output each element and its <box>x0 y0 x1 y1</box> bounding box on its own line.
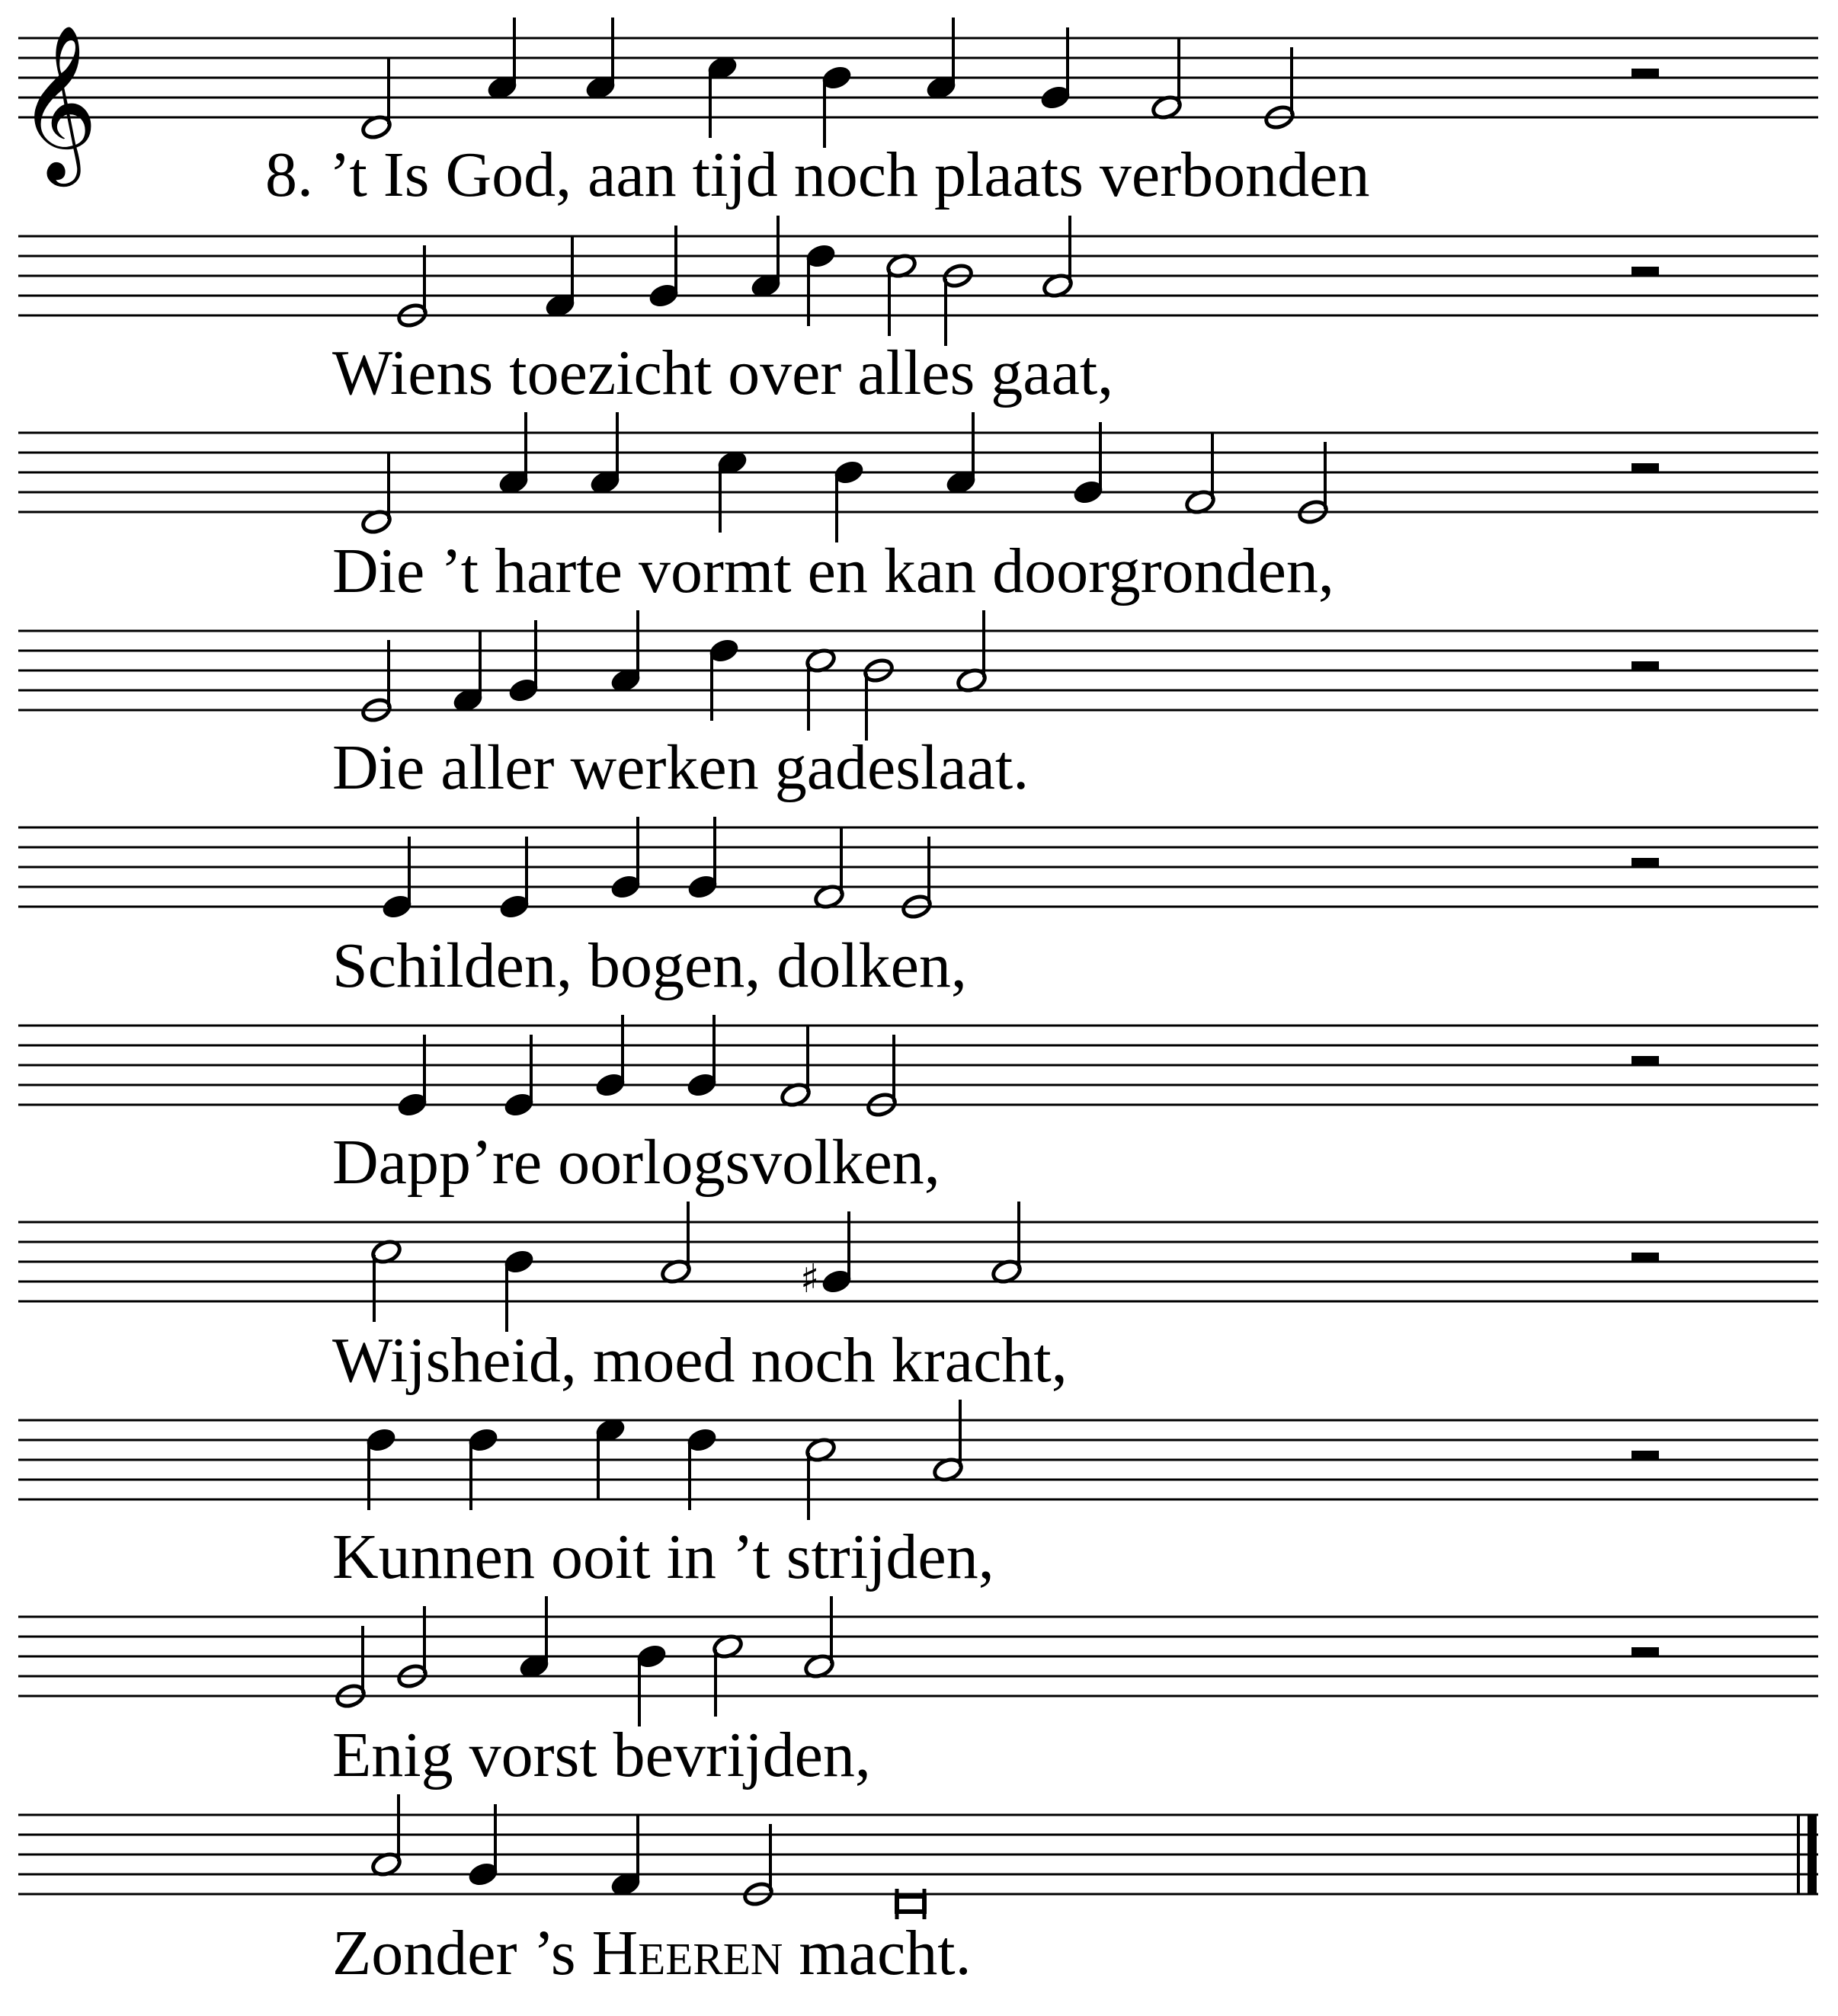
lyric-line-6 <box>332 1127 940 1198</box>
lyric-text: macht. <box>783 1918 972 1989</box>
half-rest <box>1631 1253 1659 1262</box>
half-rest <box>1631 1647 1659 1656</box>
staff-7 <box>18 1222 1818 1301</box>
lyric-line-8 <box>332 1522 994 1592</box>
staff-9 <box>18 1617 1818 1696</box>
barline-thick <box>1808 1815 1817 1894</box>
lyric-text: Zonder ’s <box>332 1918 592 1989</box>
half-rest <box>1631 1451 1659 1460</box>
lyric-line-3 <box>332 536 1334 606</box>
lyric-line-5 <box>332 930 967 1001</box>
lyric-text: Kunnen ooit in ’t strijden, <box>332 1522 994 1592</box>
half-rest <box>1631 858 1659 867</box>
staff-8 <box>18 1420 1818 1499</box>
staff-2 <box>18 236 1818 315</box>
lyric-text: Schilden, bogen, dolken, <box>332 930 967 1001</box>
lyric-text: Die aller werken gadeslaat. <box>332 732 1029 803</box>
lyric-line-7 <box>332 1325 1068 1396</box>
half-rest <box>1631 267 1659 276</box>
verse-number: 8. <box>265 139 329 210</box>
lyric-text: Enig vorst bevrijden, <box>332 1720 871 1790</box>
staff-1 <box>18 38 1818 117</box>
half-rest <box>1631 661 1659 670</box>
staff-5 <box>18 827 1818 907</box>
lyric-text: Wijsheid, moed noch kracht, <box>332 1325 1068 1396</box>
lyric-line-1 <box>265 139 1370 210</box>
staff-4 <box>18 631 1818 710</box>
lyric-line-2 <box>332 338 1114 408</box>
lyric-line-10 <box>332 1918 972 1989</box>
lyric-text: Dapp’re oorlogsvolken, <box>332 1127 940 1198</box>
breve-note <box>897 1896 924 1912</box>
staff-10 <box>18 1815 1818 1894</box>
staff-3 <box>18 433 1818 512</box>
half-rest <box>1631 463 1659 472</box>
lyric-text: Wiens toezicht over alles gaat, <box>332 338 1114 408</box>
lyric-line-4 <box>332 732 1029 803</box>
sharp-sign: ♯ <box>800 1256 820 1302</box>
staff-6 <box>18 1026 1818 1105</box>
lyric-line-9 <box>332 1720 871 1790</box>
lyric-text: ’t Is God, aan tijd noch plaats verbonden <box>329 139 1370 210</box>
lyric-text-smallcaps: Heeren <box>591 1918 783 1989</box>
treble-clef: 𝄞 <box>18 24 98 180</box>
half-rest <box>1631 69 1659 78</box>
lyric-text: Die ’t harte vormt en kan doorgronden, <box>332 536 1334 606</box>
half-rest <box>1631 1056 1659 1065</box>
